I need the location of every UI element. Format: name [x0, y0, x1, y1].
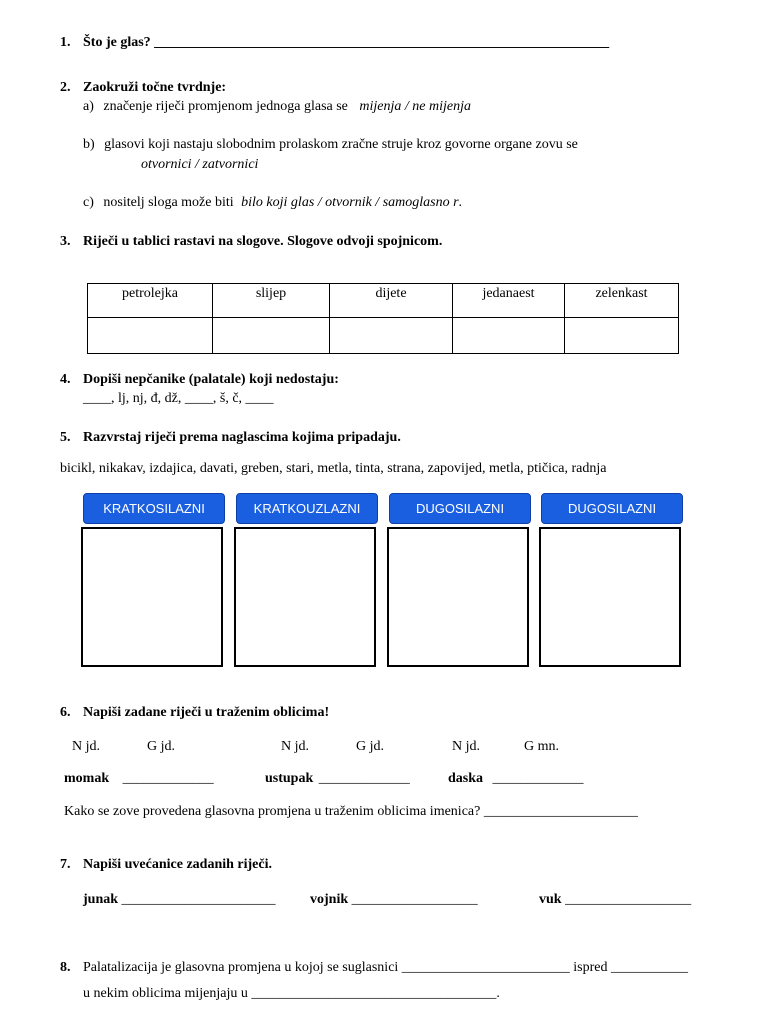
question-number: 8.: [60, 960, 71, 975]
answer-cell[interactable]: [213, 318, 330, 354]
case-label: N jd.: [281, 739, 309, 754]
word: vuk: [539, 892, 562, 907]
word: ustupak: [265, 771, 314, 786]
answer-line[interactable]: _____________: [122, 771, 214, 786]
question-8: [60, 960, 688, 976]
follow-up-question: Kako se zove provedena glasovna promjena u traženim oblicima imenica? ______________________: [64, 804, 638, 819]
word: vojnik: [310, 892, 349, 907]
case-label: G jd.: [356, 739, 384, 754]
statement-letter: c): [83, 195, 94, 210]
answer-cell[interactable]: [453, 318, 565, 354]
syllable-table: [87, 283, 679, 354]
question-7-title: [60, 857, 272, 873]
category-kratkosilazni: KRATKOSILAZNI: [83, 493, 225, 524]
answer-line[interactable]: _____________: [492, 771, 584, 786]
statement-text: glasovi koji nastaju slobodnim prolaskom zračne struje kroz govorne organe zovu se: [104, 137, 578, 152]
question-6-title: [60, 705, 329, 721]
question-text: Palatalizacija je glasovna promjena u kojoj se suglasnici ________________________ ispred ___________: [83, 960, 689, 975]
statement-b: [83, 137, 578, 153]
category-dugouzlazni: DUGOSILAZNI: [541, 493, 683, 524]
words-list: bicikl, nikakav, izdajica, davati, greben, stari, metla, tinta, strana, zapovijed, metla, ptičica, radnja: [60, 461, 607, 476]
table-header-cell: jedanaest: [453, 284, 565, 318]
question-text-continued: u nekim oblicima mijenjaju u ___________________________________.: [83, 986, 500, 1001]
statement-c: [83, 195, 462, 211]
answer-box[interactable]: [539, 527, 681, 667]
case-label: G mn.: [524, 739, 559, 754]
word-vuk: [539, 892, 691, 908]
case-label: N jd.: [452, 739, 480, 754]
statement-options: bilo koji glas / otvornik / samoglasno r: [241, 195, 459, 210]
table-header-cell: dijete: [330, 284, 453, 318]
question-number: 5.: [60, 430, 71, 445]
answer-line[interactable]: __________________: [565, 892, 692, 907]
word: momak: [64, 771, 110, 786]
palatals-line: ____, lj, nj, đ, dž, ____, š, č, ____: [83, 391, 274, 406]
question-number: 7.: [60, 857, 71, 872]
word: junak: [83, 892, 119, 907]
question-text: Napiši zadane riječi u traženim oblicima!: [83, 705, 330, 720]
question-number: 3.: [60, 234, 71, 249]
question-5-title: [60, 430, 401, 446]
question-text: Zaokruži točne tvrdnje:: [83, 80, 227, 95]
category-dugosilazni: DUGOSILAZNI: [389, 493, 531, 524]
case-label: N jd.: [72, 739, 100, 754]
statement-letter: a): [83, 99, 94, 114]
question-2-title: [60, 80, 226, 96]
category-kratkouzlazni: KRATKOUZLAZNI: [236, 493, 378, 524]
question-number: 1.: [60, 35, 71, 50]
question-4-title: [60, 372, 339, 388]
answer-line[interactable]: __________________: [351, 892, 478, 907]
statement-end: .: [458, 195, 463, 210]
statement-a: [83, 99, 471, 115]
question-number: 4.: [60, 372, 71, 387]
question-1: [60, 35, 609, 51]
question-number: 2.: [60, 80, 71, 95]
table-header-cell: petrolejka: [88, 284, 213, 318]
question-text: Dopiši nepčanike (palatale) koji nedostaju:: [83, 372, 339, 387]
question-text: Razvrstaj riječi prema naglascima kojima pripadaju.: [83, 430, 401, 445]
table-header-cell: zelenkast: [565, 284, 679, 318]
word-momak: [64, 771, 214, 787]
statement-text: nositelj sloga može biti: [103, 195, 234, 210]
answer-line[interactable]: ______________________: [121, 892, 276, 907]
question-text: Napiši uvećanice zadanih riječi.: [83, 857, 272, 872]
question-3-title: [60, 234, 442, 250]
statement-b-options: otvornici / zatvornici: [141, 157, 259, 172]
statement-letter: b): [83, 137, 95, 152]
question-number: 6.: [60, 705, 71, 720]
statement-text: značenje riječi promjenom jednoga glasa se: [103, 99, 348, 114]
word-ustupak: [265, 771, 410, 787]
word-daska: [448, 771, 584, 787]
word: daska: [448, 771, 484, 786]
answer-line[interactable]: _____________: [318, 771, 410, 786]
case-label: G jd.: [147, 739, 175, 754]
answer-box[interactable]: [234, 527, 376, 667]
word-junak: [83, 892, 276, 908]
answer-cell[interactable]: [88, 318, 213, 354]
word-vojnik: [310, 892, 478, 908]
question-text: Što je glas? _________________________________________________________________: [83, 35, 610, 50]
answer-cell[interactable]: [330, 318, 453, 354]
statement-options: mijenja / ne mijenja: [359, 99, 471, 114]
table-header-cell: slijep: [213, 284, 330, 318]
answer-cell[interactable]: [565, 318, 679, 354]
answer-box[interactable]: [81, 527, 223, 667]
question-text: Riječi u tablici rastavi na slogove. Slogove odvoji spojnicom.: [83, 234, 443, 249]
answer-box[interactable]: [387, 527, 529, 667]
